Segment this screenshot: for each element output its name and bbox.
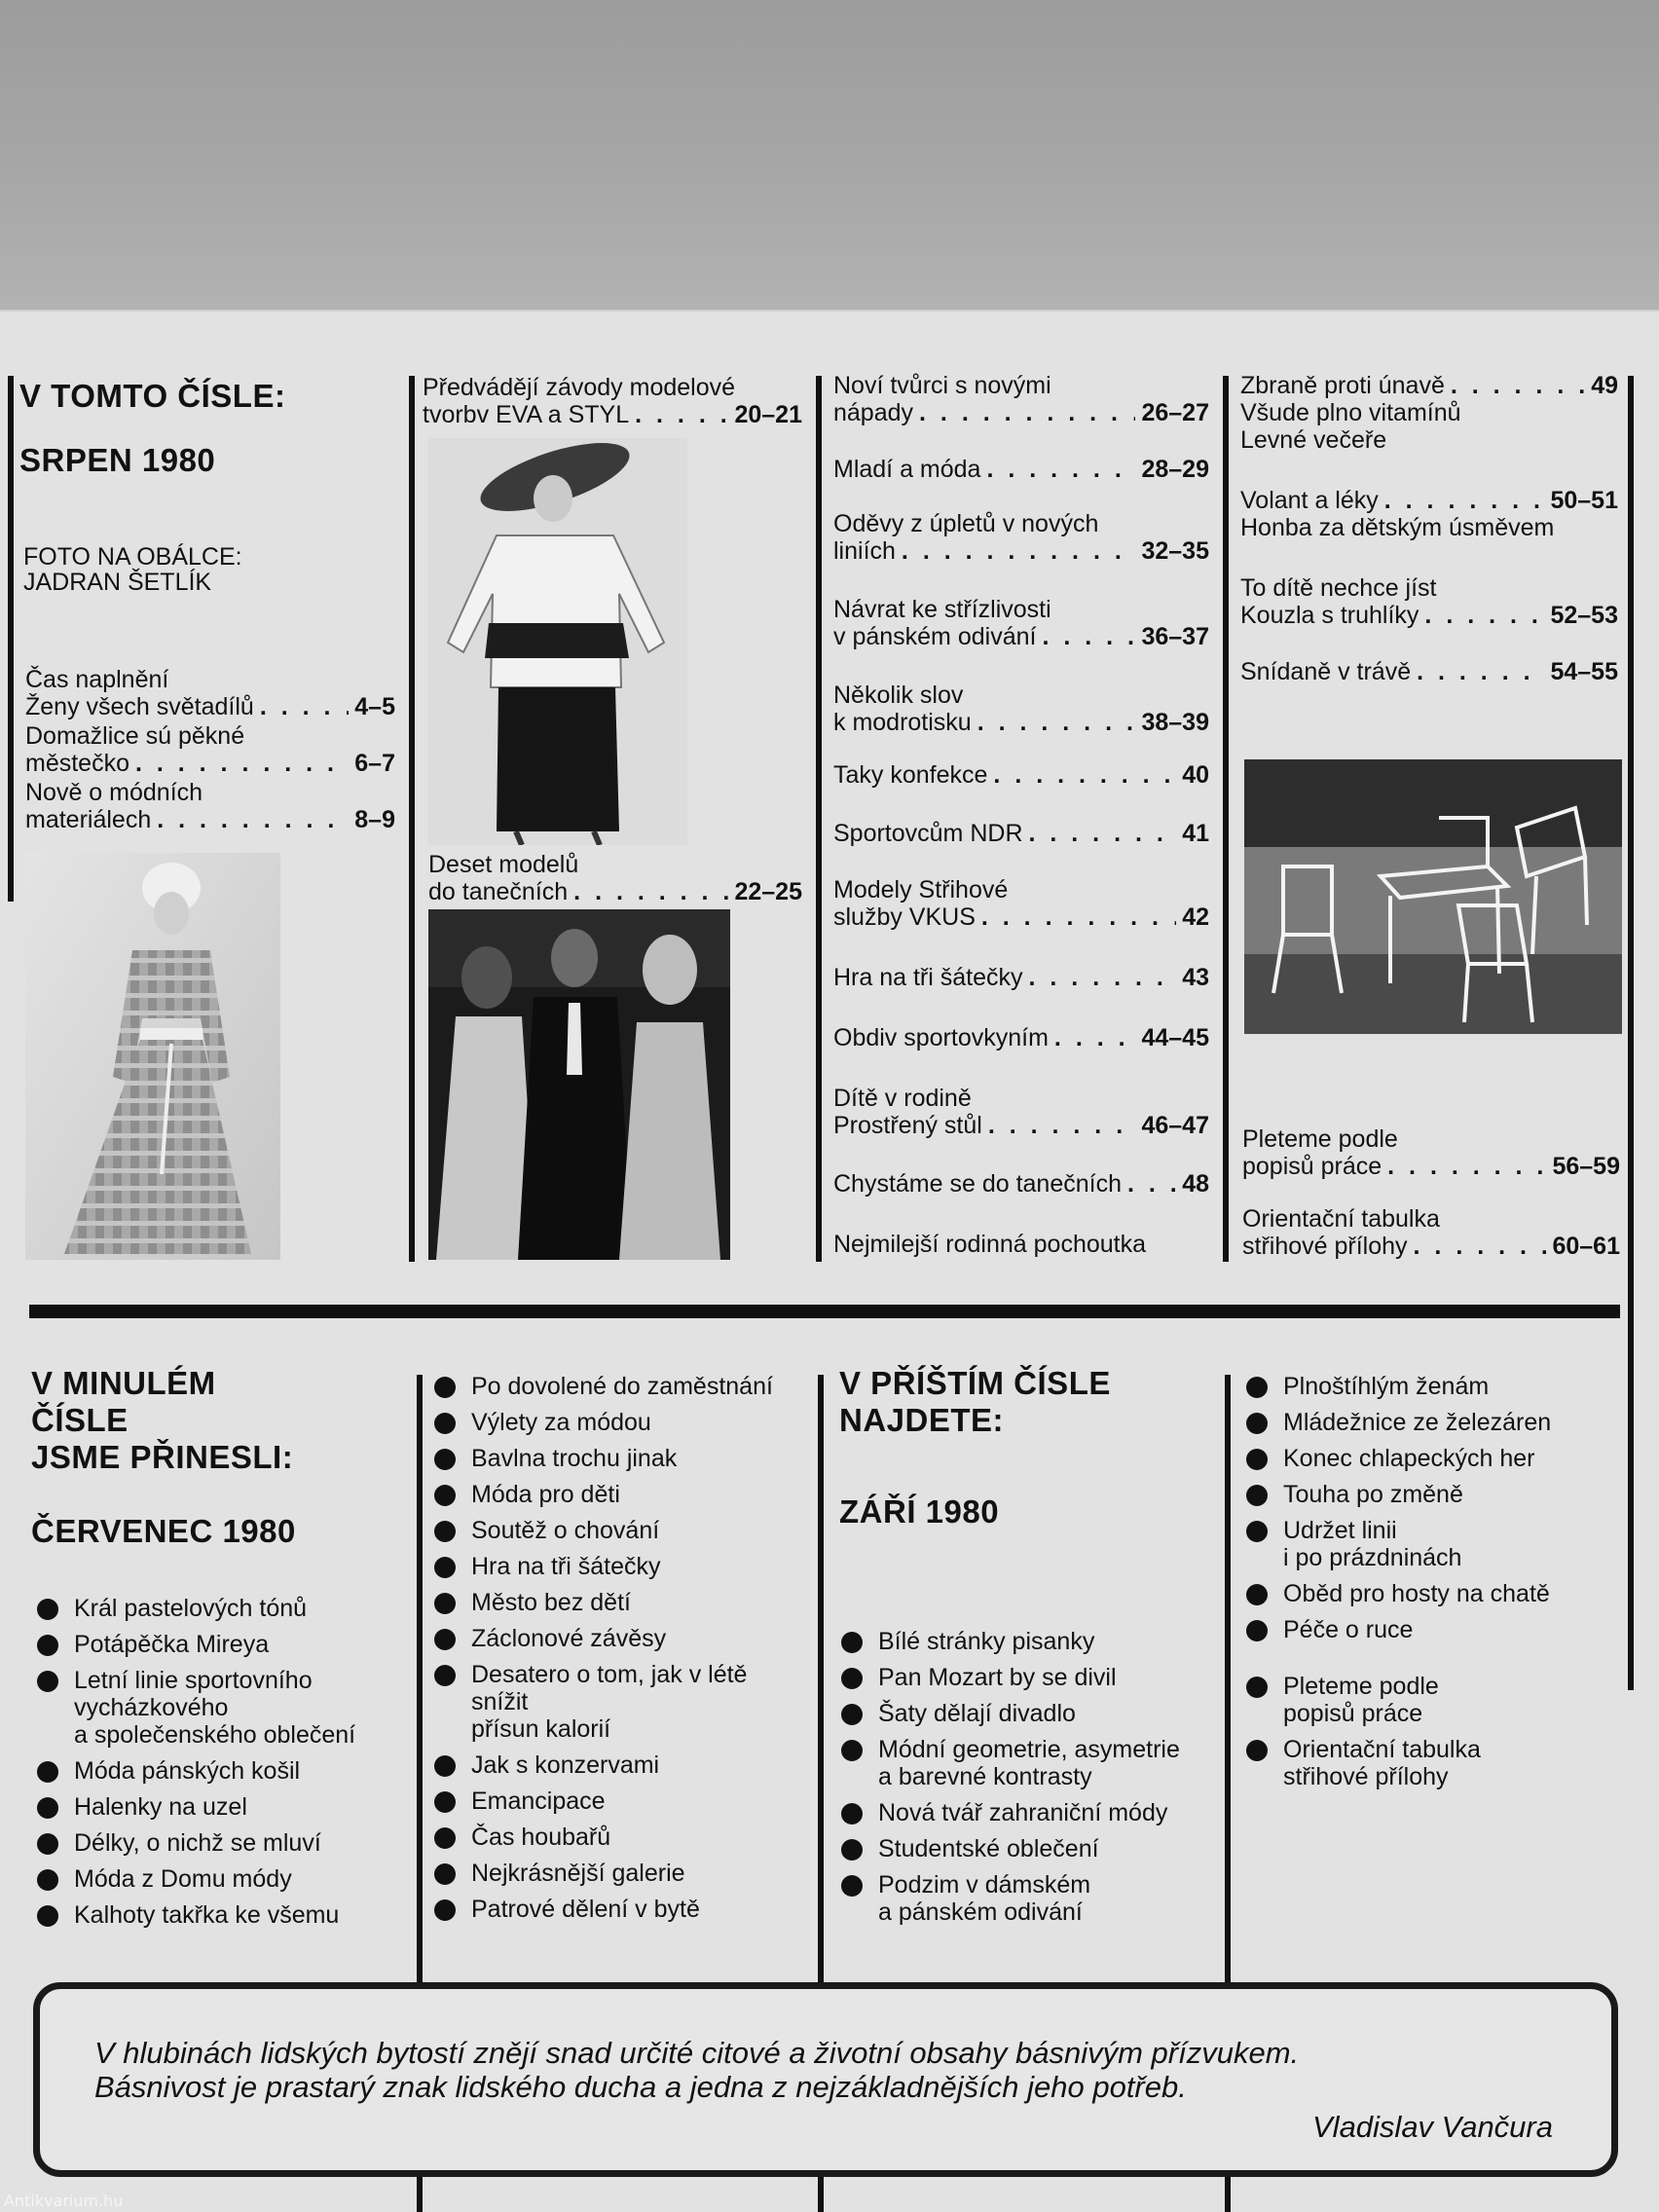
toc-entry: To dítě nechce jíst [1240,574,1437,602]
list-item: Konec chlapeckých her [1246,1445,1616,1472]
toc-entry: Zbraně proti únavě . . . 49 [1240,372,1618,399]
quote-text: V hlubinách lidských bytostí znějí snad určité citové a životní obsahy básnivým přízvukem. Básnivost je prastarý znak lidského ducha a jedna z nejzákladnějších jeho potřeb. [94,2036,1300,2104]
toc-entry: Orientační tabulka [1242,1205,1440,1233]
toc-entry: Dítě v rodině Prostřený stůl . . . 46–47 [833,1085,1209,1139]
toc-entry: Několik slov k modrotisku . . . 38–39 [833,682,1209,736]
list-item: Móda pánských košil [37,1757,407,1785]
toc-entry: Taky konfekce . . . 40 [833,761,1209,789]
list-item: Studentské oblečení [841,1835,1221,1862]
toc-entry: Kouzla s truhlíky . . . 52–53 [1240,602,1618,629]
quote-author: Vladislav Vančura [1312,2110,1553,2144]
cover-photo-label: FOTO NA OBÁLCE: [23,543,242,571]
list-item: Oběd pro hosty na chatě [1246,1580,1616,1607]
list-item: Touha po změně [1246,1481,1616,1508]
list-item: Móda pro děti [434,1481,814,1508]
toc-entry: Pleteme podle [1242,1125,1398,1153]
issue-month: SRPEN 1980 [19,442,216,478]
toc-entry: do tanečních . . . 22–25 [428,878,802,905]
list-item: Potápěčka Mireya [37,1631,407,1658]
list-item: Šaty dělají divadlo [841,1700,1221,1727]
toc-entry: Nově o módních [25,779,203,806]
toc-entry: materiálech . . . 8–9 [25,806,395,833]
toc-entry: Domažlice sú pěkné [25,722,245,750]
column-rule [1223,376,1229,944]
fashion-photo-dance-couples [428,909,730,1260]
list-item: Péče o ruce [1246,1616,1616,1643]
last-issue-heading: V MINULÉM ČÍSLE JSME PŘINESLI: [31,1365,294,1475]
list-item: Délky, o nichž se mluví [37,1829,407,1857]
toc-entry: tvorbv EVA a STYL . . . 20–21 [423,401,802,428]
list-item: Pan Mozart by se divil [841,1664,1221,1691]
list-item: Hra na tři šátečky [434,1553,814,1580]
list-item: Mládežnice ze železáren [1246,1409,1616,1436]
last-issue-list-a [37,1595,407,1937]
toc-entry: Mladí a móda . . . 28–29 [833,456,1209,483]
next-issue-month: ZÁŘÍ 1980 [839,1493,1000,1530]
list-item: Výlety za módou [434,1409,814,1436]
toc-entry: popisů práce . . . 56–59 [1242,1153,1620,1180]
list-item: Kalhoty takřka ke všemu [37,1901,407,1929]
column-rule [1223,944,1229,1262]
toc-entry: Volant a léky . . . 50–51 [1240,487,1618,514]
list-item: Emancipace [434,1788,814,1815]
list-item: Král pastelových tónů [37,1595,407,1622]
list-item: Bílé stránky pisanky [841,1628,1221,1655]
list-item: Patrové dělení v bytě [434,1896,814,1923]
column-rule [8,376,14,902]
list-item: Letní linie sportovního vycházkového a společenského oblečení [37,1667,407,1749]
column-rule [816,944,822,1262]
list-item: Město bez dětí [434,1589,814,1616]
list-item: Desatero o tom, jak v létě snížit přísun kalorií [434,1661,814,1743]
toc-entry: Ženy všech světadílů . . . 4–5 [25,693,395,720]
toc-entry: Levné večeře [1240,426,1387,454]
toc-entry: Obdiv sportovkyním . . . 44–45 [833,1024,1209,1051]
list-item: Plnoštíhlým ženám [1246,1373,1616,1400]
toc-entry: Noví tvůrci s novými nápady . . . 26–27 [833,372,1209,426]
list-item: Záclonové závěsy [434,1625,814,1652]
watermark: Antikvarium.hu [4,2192,124,2210]
toc-entry: Návrat ke střízlivosti v pánském odivání . . . 36–37 [833,596,1209,650]
toc-entry: Snídaně v trávě . . . 54–55 [1240,658,1618,685]
toc-entry: Hra na tři šátečky . . . 43 [833,964,1209,991]
garden-chairs-photo [1244,759,1622,1034]
list-item: Soutěž o chování [434,1517,814,1544]
toc-entry: Modely Střihové služby VKUS . . . 42 [833,876,1209,931]
list-item: Jak s konzervami [434,1751,814,1779]
column-rule [816,376,822,944]
list-item: Halenky na uzel [37,1793,407,1821]
toc-entry: Chystáme se do tanečních . . . 48 [833,1170,1209,1198]
toc-column-4 [1240,372,1618,685]
toc-entry: Deset modelů [428,851,579,878]
section-divider [29,1305,1620,1318]
background-fabric [0,0,1659,321]
column-rule [409,376,415,944]
toc-entry: Nejmilejší rodinná pochoutka [833,1231,1147,1258]
column-rule [1628,376,1634,1690]
next-issue-list-a [841,1628,1221,1935]
fashion-photo-checked-dress [25,853,280,1260]
toc-entry: Všude plno vitamínů [1240,399,1461,426]
toc-column-4b [1242,1125,1620,1260]
toc-column-2 [423,374,802,428]
toc-entry: střihové přílohy . . . 60–61 [1242,1233,1620,1260]
next-issue-list-c [1246,1673,1616,1799]
last-issue-month: ČERVENEC 1980 [31,1513,296,1549]
list-item: Po dovolené do zaměstnání [434,1373,814,1400]
list-item: Podzim v dámském a pánském odivání [841,1871,1221,1926]
toc-column-3 [833,372,1209,1258]
list-item: Nejkrásnější galerie [434,1860,814,1887]
list-item: Udržet linii i po prázdninách [1246,1517,1616,1571]
cover-photo-author: JADRAN ŠETLÍK [23,569,212,596]
last-issue-list-b [434,1373,814,1932]
toc-entry: Honba za dětským úsměvem [1240,514,1555,541]
toc-entry: Oděvy z úpletů v nových liniích . . . 32–35 [833,510,1209,565]
column-rule [409,944,415,1262]
toc-entry: městečko . . . 6–7 [25,750,395,777]
toc-entry: Předvádějí závody modelové [423,374,736,401]
list-item: Pleteme podle popisů práce [1246,1673,1616,1727]
toc-column-2b [428,851,802,905]
list-item: Móda z Domu módy [37,1865,407,1893]
quote-box [33,1982,1618,2177]
in-this-issue-heading: V TOMTO ČÍSLE: [19,378,286,414]
magazine-page [0,310,1659,2212]
list-item: Čas houbařů [434,1824,814,1851]
next-issue-list-b [1246,1373,1616,1652]
toc-entry: Sportovcům NDR . . . 41 [833,820,1209,847]
fashion-photo-white-jacket [428,438,687,845]
toc-column-1 [25,666,395,833]
list-item: Bavlna trochu jinak [434,1445,814,1472]
toc-entry: Čas naplnění [25,666,169,693]
list-item: Orientační tabulka střihové přílohy [1246,1736,1616,1790]
list-item: Módní geometrie, asymetrie a barevné kontrasty [841,1736,1221,1790]
list-item: Nová tvář zahraniční módy [841,1799,1221,1826]
next-issue-heading: V PŘÍŠTÍM ČÍSLE NAJDETE: [839,1365,1111,1438]
